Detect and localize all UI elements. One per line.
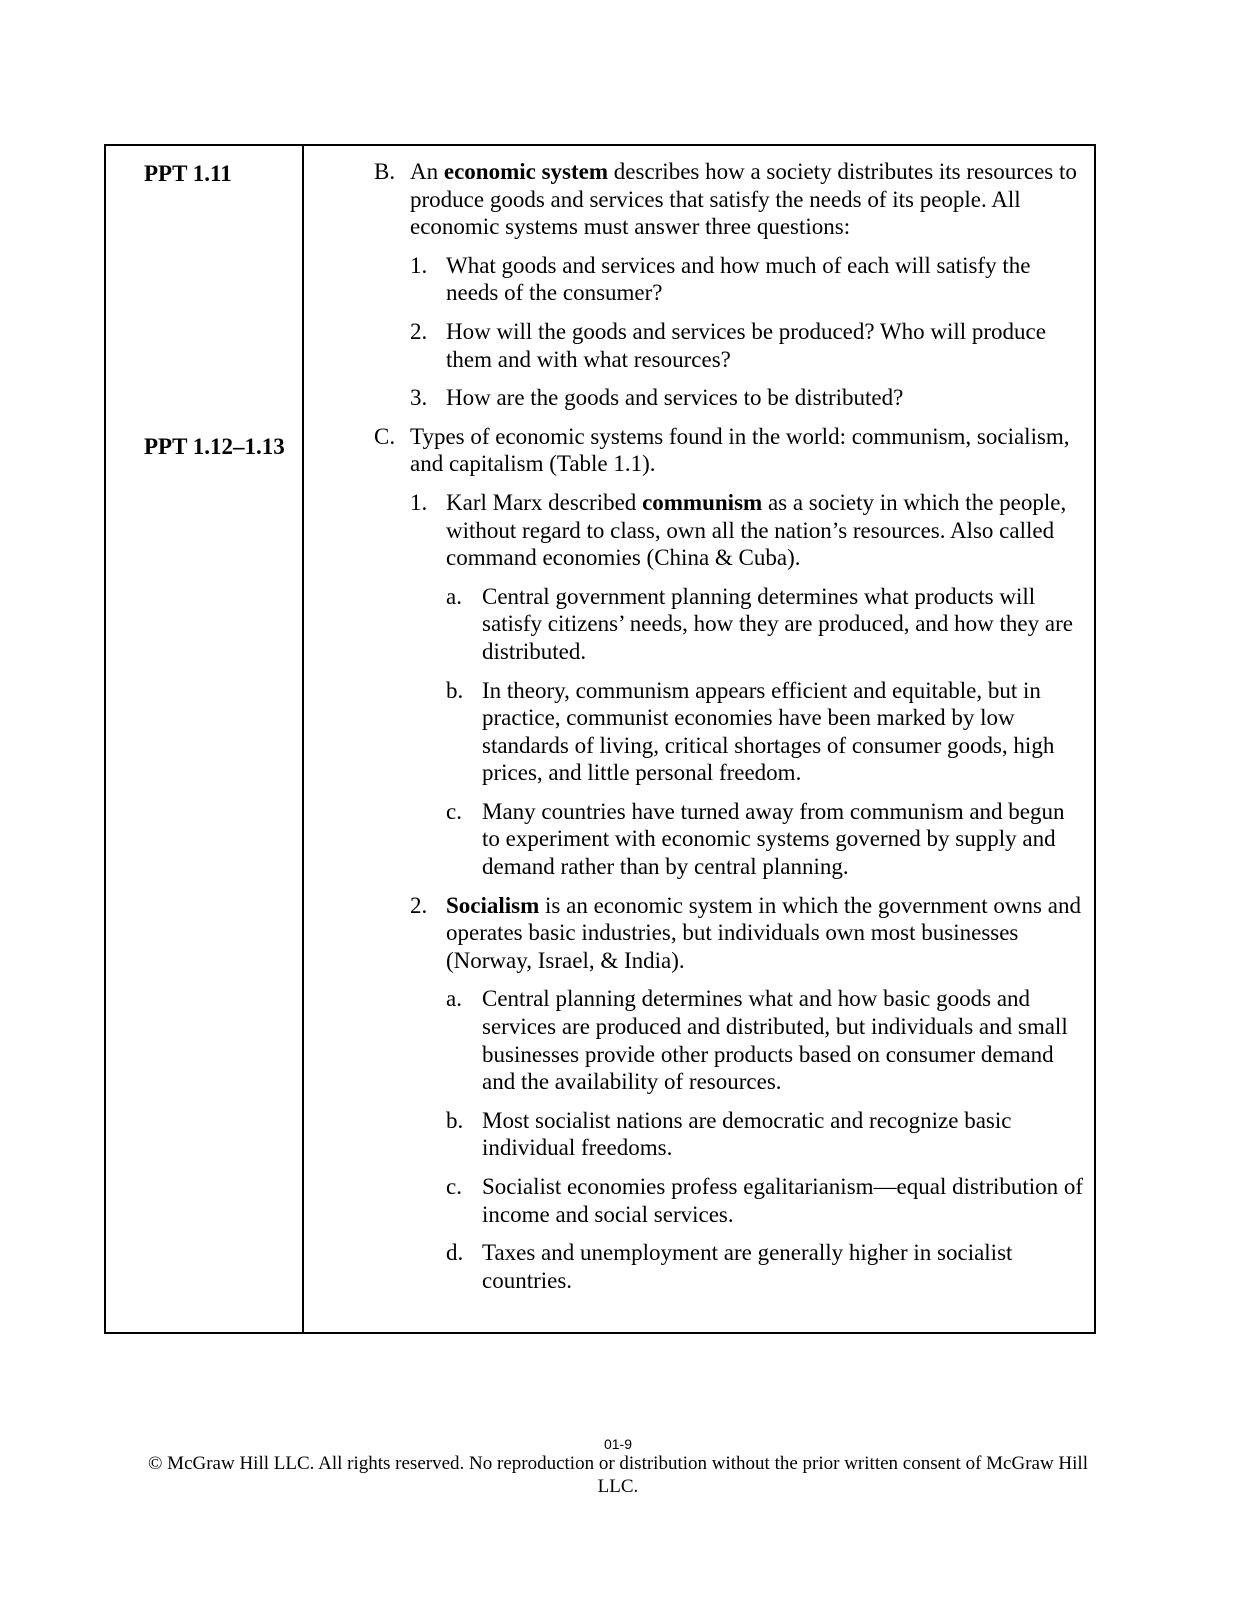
outline-item-c2a: a. Central planning determines what and how basic goods and services are produced and distributed, but individuals and small businesses provide other products based on consumer demand and the availability of resources. — [446, 986, 1068, 1095]
outline-item-c1b: b. In theory, communism appears efficient and equitable, but in practice, communist economies have been marked by low standards of living, critical shortages of consumer goods, high prices, and little personal freedom. — [446, 677, 1055, 786]
outline-item-b3: 3. How are the goods and services to be distributed? — [410, 385, 904, 411]
outline-item-c1: 1. Karl Marx described communism as a society in which the people, without regard to class, own all the nation’s resources. Also called command economies (China & Cuba). — [410, 489, 1067, 571]
outline-item-c2b: b. Most socialist nations are democratic and recognize basic individual freedoms. — [446, 1107, 1012, 1161]
outline-item-c2: 2. Socialism is an economic system in which the government owns and operates basic industries, but individuals own most businesses (Norway, Israel, & India). — [410, 892, 1081, 973]
ppt-label-1-12-1-13: PPT 1.12–1.13 — [144, 434, 285, 459]
copyright-notice: © McGraw Hill LLC. All rights reserved. No reproduction or distribution without the prior written consent of McGraw Hill LLC. — [148, 1453, 1088, 1497]
term-communism: communism — [642, 489, 763, 515]
outline-table — [104, 144, 1096, 1334]
outline-content — [374, 158, 1086, 1305]
outline-item-c1c: c. Many countries have turned away from communism and begun to experiment with economic systems governed by supply and demand rather than by central planning. — [446, 798, 1065, 880]
column-divider — [302, 146, 304, 1332]
outline-item-b2: 2. How will the goods and services be produced? Who will produce them and with what resources? — [410, 318, 1046, 372]
outline-item-c: C. Types of economic systems found in the world: communism, socialism, and capitalism (Table 1.1). — [374, 423, 1070, 477]
outline-item-c1a: a. Central government planning determines what products will satisfy citizens’ needs, how they are produced, and how they are distributed. — [446, 583, 1073, 664]
outline-item-c2d: d. Taxes and unemployment are generally higher in socialist countries. — [446, 1240, 1013, 1293]
outline-item-b: B. An economic system describes how a society distributes its resources to produce goods and services that satisfy the needs of its people. All economic systems must answer three questions: — [374, 159, 1077, 240]
term-economic-system: economic system — [443, 159, 609, 184]
term-socialism: Socialism — [446, 892, 540, 918]
ppt-label-1-11: PPT 1.11 — [144, 161, 232, 186]
outline-item-b1: 1. What goods and services and how much of each will satisfy the needs of the consumer? — [410, 252, 1031, 306]
page-number: 01-9 — [603, 1436, 633, 1452]
outline-item-c2c: c. Socialist economies profess egalitarianism—equal distribution of income and social services. — [446, 1174, 1084, 1227]
